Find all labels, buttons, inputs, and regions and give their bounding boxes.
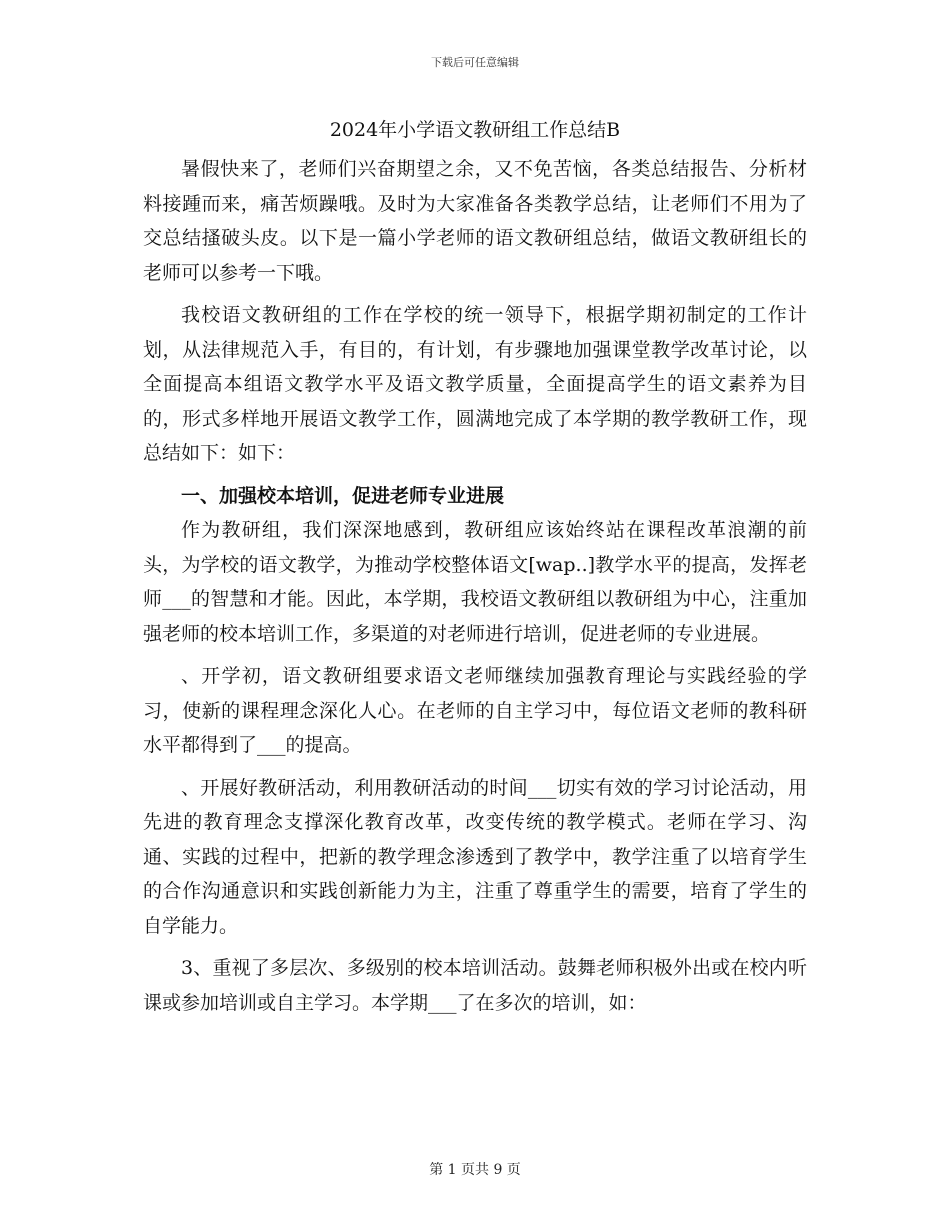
paragraph-gap xyxy=(143,763,807,771)
list-item: 、开展好教研活动，利用教研活动的时间___切实有效的学习讨论活动，用先进的教育理念支撑深化教育改革，改变传统的教学模式。老师在学习、沟通、实践的过程中，把新的教学理念渗透到了教学中，教学注重了以培育学生的合作沟通意识和实践创新能力为主，注重了尊重学生的需要，培育了学生的自学能力。 xyxy=(143,776,807,937)
intro-paragraph: 暑假快来了，老师们兴奋期望之余，又不免苦恼，各类总结报告、分析材料接踵而来，痛苦烦躁哦。及时为大家准备各类教学总结，让老师们不用为了交总结搔破头皮。以下是一篇小学老师的语文教研组总结，做语文教研组长的老师可以参考一下哦。 xyxy=(143,158,807,284)
overview-paragraph: 我校语文教研组的工作在学校的统一领导下，根据学期初制定的工作计划，从法律规范入手，有目的，有计划，有步骤地加强课堂教学改革讨论，以全面提高本组语文教学水平及语文教学质量，全面提高学生的语文素养为目的，形式多样地开展语文教学工作，圆满地完成了本学期的教学教研工作，现总结如下：如下： xyxy=(143,304,807,464)
section-heading: 一、加强校本培训，促进老师专业进展 xyxy=(181,484,505,507)
section-paragraph: 作为教研组，我们深深地感到，教研组应该始终站在课程改革浪潮的前头，为学校的语文教学，为推动学校整体语文[wap..]教学水平的提高，发挥老师___的智慧和才能。因此，本学期，我校语文教研组以教研组为中心，注重加强老师的校本培训工作，多渠道的对老师进行培训，促进老师的专业进展。 xyxy=(143,519,807,645)
page-header: 下载后可任意编辑 xyxy=(431,56,519,69)
document-title: 2024年小学语文教研组工作总结B xyxy=(329,119,621,141)
paragraph-gap xyxy=(143,290,807,298)
paragraph-gap xyxy=(143,943,807,951)
list-item: 、开学初，语文教研组要求语文老师继续加强教育理论与实践经验的学习，使新的课程理念深化人心。在老师的自主学习中，每位语文老师的教科研水平都得到了___的提高。 xyxy=(143,665,807,756)
page-footer: 第 1 页共 9 页 xyxy=(429,1162,521,1178)
list-item: 3、重视了多层次、多级别的校本培训活动。鼓舞老师积极外出或在校内听课或参加培训或自主学习。本学期___了在多次的培训，如： xyxy=(143,957,807,1014)
paragraph-gap xyxy=(143,471,807,479)
document-body xyxy=(143,108,807,1020)
paragraph-gap xyxy=(143,651,807,659)
